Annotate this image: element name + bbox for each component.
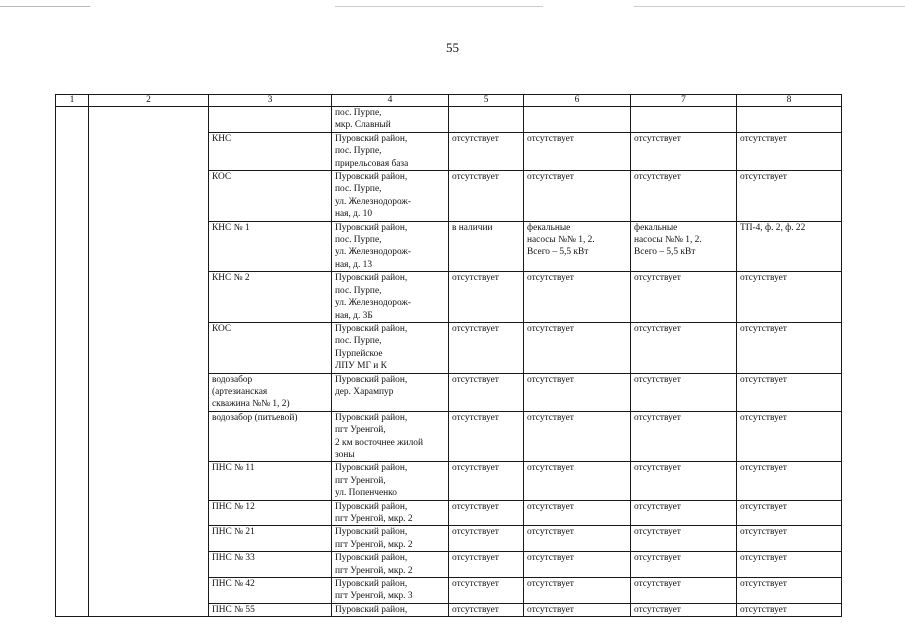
address-cell: Пуровский район, пгт Уренгой, мкр. 2 [332, 526, 449, 552]
column-header: 1 [56, 95, 89, 107]
col8-cell: отсутствует [737, 132, 842, 170]
col5-cell: отсутствует [449, 578, 524, 604]
col8-cell: отсутствует [737, 500, 842, 526]
address-cell: Пуровский район, [332, 603, 449, 616]
column-header: 2 [89, 95, 209, 107]
col8-cell: отсутствует [737, 373, 842, 411]
col5-cell: отсутствует [449, 462, 524, 500]
col5-cell: отсутствует [449, 500, 524, 526]
col6-cell: отсутствует [524, 462, 631, 500]
address-cell: Пуровский район, пос. Пурпе, ул. Железнодорож- ная, д. 13 [332, 221, 449, 272]
col7-cell: отсутствует [631, 552, 737, 578]
facility-cell: ПНС № 55 [209, 603, 332, 616]
col2-empty-cell [89, 107, 209, 617]
col7-cell: отсутствует [631, 578, 737, 604]
col8-cell: отсутствует [737, 603, 842, 616]
column-header: 6 [524, 95, 631, 107]
col7-cell: отсутствует [631, 526, 737, 552]
facility-cell: КНС № 1 [209, 221, 332, 272]
col6-cell [524, 107, 631, 133]
facility-cell: ПНС № 33 [209, 552, 332, 578]
col5-cell: отсутствует [449, 322, 524, 373]
address-cell: Пуровский район, пгт Уренгой, мкр. 3 [332, 578, 449, 604]
col5-cell: отсутствует [449, 603, 524, 616]
column-header: 3 [209, 95, 332, 107]
facility-cell: ПНС № 42 [209, 578, 332, 604]
address-cell: Пуровский район, пгт Уренгой, ул. Попенченко [332, 462, 449, 500]
col8-cell: отсутствует [737, 411, 842, 462]
col6-cell: отсутствует [524, 272, 631, 323]
col8-cell: отсутствует [737, 462, 842, 500]
col7-cell [631, 107, 737, 133]
facility-cell: КНС [209, 132, 332, 170]
col6-cell: отсутствует [524, 603, 631, 616]
col8-cell: отсутствует [737, 578, 842, 604]
table-row [56, 107, 842, 133]
facility-cell: КОС [209, 322, 332, 373]
address-cell: Пуровский район, пос. Пурпе, ул. Железнодорож- ная, д. 10 [332, 171, 449, 222]
col5-cell: отсутствует [449, 132, 524, 170]
col6-cell: отсутствует [524, 552, 631, 578]
column-header: 7 [631, 95, 737, 107]
col6-cell: отсутствует [524, 132, 631, 170]
facility-cell: КОС [209, 171, 332, 222]
facility-cell: ПНС № 21 [209, 526, 332, 552]
col6-cell: отсутствует [524, 373, 631, 411]
col7-cell: отсутствует [631, 272, 737, 323]
col5-cell: отсутствует [449, 373, 524, 411]
col5-cell: отсутствует [449, 171, 524, 222]
scan-edge-line [0, 6, 905, 7]
col8-cell: отсутствует [737, 552, 842, 578]
col8-cell [737, 107, 842, 133]
col6-cell: отсутствует [524, 526, 631, 552]
facility-cell: ПНС № 11 [209, 462, 332, 500]
column-header: 5 [449, 95, 524, 107]
col7-cell: отсутствует [631, 462, 737, 500]
col7-cell: отсутствует [631, 373, 737, 411]
col8-cell: ТП-4, ф. 2, ф. 22 [737, 221, 842, 272]
address-cell: Пуровский район, дер. Харампур [332, 373, 449, 411]
col6-cell: отсутствует [524, 322, 631, 373]
facility-cell [209, 107, 332, 133]
col7-cell: отсутствует [631, 411, 737, 462]
address-cell: Пуровский район, пос. Пурпе, ул. Железнодорож- ная, д. 3Б [332, 272, 449, 323]
facility-cell: КНС № 2 [209, 272, 332, 323]
col5-cell: отсутствует [449, 552, 524, 578]
column-header: 8 [737, 95, 842, 107]
col8-cell: отсутствует [737, 322, 842, 373]
col6-cell: фекальные насосы №№ 1, 2. Всего – 5,5 кВт [524, 221, 631, 272]
address-cell: Пуровский район, пгт Уренгой, 2 км восточнее жилой зоны [332, 411, 449, 462]
address-cell: Пуровский район, пос. Пурпе, прирельсовая база [332, 132, 449, 170]
col7-cell: фекальные насосы №№ 1, 2. Всего – 5,5 кВт [631, 221, 737, 272]
col8-cell: отсутствует [737, 171, 842, 222]
col7-cell: отсутствует [631, 132, 737, 170]
facility-cell: ПНС № 12 [209, 500, 332, 526]
facility-cell: водозабор (артезианская скважина №№ 1, 2) [209, 373, 332, 411]
col5-cell [449, 107, 524, 133]
table-header-row [56, 95, 842, 107]
col5-cell: в наличии [449, 221, 524, 272]
address-cell: Пуровский район, пгт Уренгой, мкр. 2 [332, 500, 449, 526]
facilities-table [55, 94, 842, 617]
col7-cell: отсутствует [631, 603, 737, 616]
address-cell: Пуровский район, пгт Уренгой, мкр. 2 [332, 552, 449, 578]
col6-cell: отсутствует [524, 171, 631, 222]
col7-cell: отсутствует [631, 171, 737, 222]
col8-cell: отсутствует [737, 272, 842, 323]
address-cell: пос. Пурпе, мкр. Славный [332, 107, 449, 133]
col6-cell: отсутствует [524, 411, 631, 462]
col5-cell: отсутствует [449, 526, 524, 552]
address-cell: Пуровский район, пос. Пурпе, Пурпейское ЛПУ МГ и К [332, 322, 449, 373]
col5-cell: отсутствует [449, 411, 524, 462]
col1-empty-cell [56, 107, 89, 617]
page-number: 55 [446, 40, 459, 55]
column-header: 4 [332, 95, 449, 107]
facility-cell: водозабор (питьевой) [209, 411, 332, 462]
col6-cell: отсутствует [524, 578, 631, 604]
col6-cell: отсутствует [524, 500, 631, 526]
col5-cell: отсутствует [449, 272, 524, 323]
col7-cell: отсутствует [631, 500, 737, 526]
col7-cell: отсутствует [631, 322, 737, 373]
col8-cell: отсутствует [737, 526, 842, 552]
